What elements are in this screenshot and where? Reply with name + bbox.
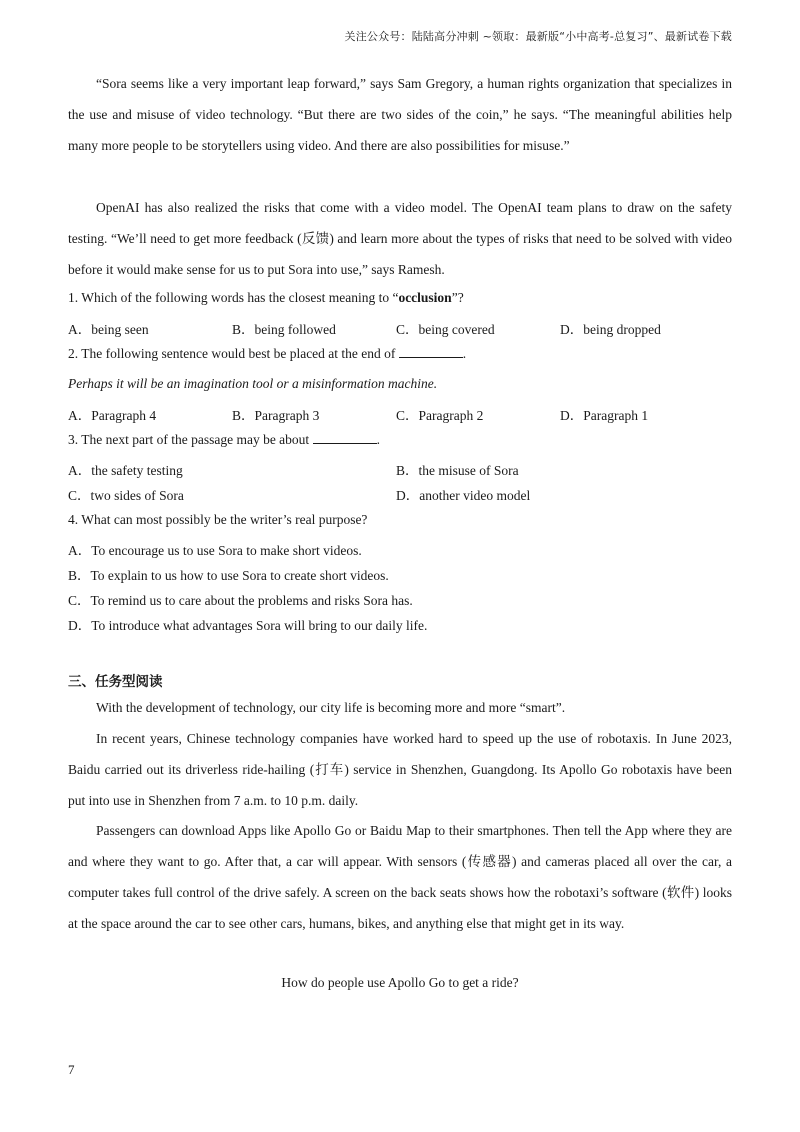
question-2-stem [68,345,466,362]
paragraph-robotaxis: In recent years, Chinese technology companies have worked hard to speed up the use of robotaxis. In June 2023, Baidu carried out its driverless ride-hailing (打车) service in Shenzhen, Guangdong. Its Apollo Go robotaxis have been put into use in Shenzhen from 7 a.m. to 10 p.m. daily. [68,731,732,808]
question-4-option-a[interactable]: A．To encourage us to use Sora to make short videos. [68,543,362,558]
question-3-option-d[interactable]: D．another video model [396,488,531,503]
question-2-sentence: Perhaps it will be an imagination tool or a misinformation machine. [68,376,438,391]
paragraph-sora-gregory: “Sora seems like a very important leap forward,” says Sam Gregory, a human rights organization that specializes in the use and misuse of video technology. “But there are two sides of the coin,” he says. “The meaningful abilities help many more people to be storytellers using video. And there are also possibilities for misuse.” [68,76,732,153]
question-3-stem [68,431,380,448]
paragraph-smart-city: With the development of technology, our city life is becoming more and more “smart”. [96,700,566,715]
question-1-option-c[interactable]: C．being covered [396,322,495,337]
question-4-option-d[interactable]: D．To introduce what advantages Sora will bring to our daily life. [68,618,428,633]
question-1-option-d[interactable]: D．being dropped [560,322,661,337]
question-1-keyword: occlusion [398,290,452,305]
question-1-text: 1. Which of the following words has the closest meaning to “ [68,290,399,305]
question-2-option-a[interactable]: A．Paragraph 4 [68,408,157,423]
answer-blank [399,345,463,358]
header-note: 关注公众号：陆陆高分冲刺 ~领取：最新版“小中高考-总复习”、最新试卷下载 [344,30,732,43]
question-3-option-c[interactable]: C．two sides of Sora [68,488,184,503]
question-3-option-b[interactable]: B．the misuse of Sora [396,463,519,478]
question-1-option-b[interactable]: B．being followed [232,322,336,337]
paragraph-openai-risks: OpenAI has also realized the risks that come with a video model. The OpenAI team plans to draw on the safety testing. “We’ll need to get more feedback (反馈) and learn more about the types of risks that need to be solved with video before it would make sense for us to put Sora into use,” says Ramesh. [68,200,732,277]
question-3-text: 3. The next part of the passage may be about [68,432,313,447]
answer-blank [313,431,377,444]
page-number: 7 [68,1062,75,1077]
question-2-option-c[interactable]: C．Paragraph 2 [396,408,484,423]
question-4-option-b[interactable]: B．To explain to us how to use Sora to create short videos. [68,568,389,583]
section-title: 三、任务型阅读 [68,674,163,690]
question-4-stem: 4. What can most possibly be the writer’s real purpose? [68,512,368,527]
paragraph-passengers: Passengers can download Apps like Apollo Go or Baidu Map to their smartphones. Then tell the App where they are and where they want to go. After that, a car will appear. With sensors (传感器) and cameras placed all over the car, a computer takes full control of the drive safely. A screen on the back seats shows how the robotaxi’s software (软件) looks at the space around the car to see other cars, humans, bikes, and anything else that might get in its way. [68,823,732,931]
question-4-option-c[interactable]: C．To remind us to care about the problems and risks Sora has. [68,593,413,608]
question-2-end: . [462,346,467,361]
table-title: How do people use Apollo Go to get a ride? [281,975,519,990]
question-2-text: 2. The following sentence would best be placed at the end of [68,346,399,361]
question-3-option-a[interactable]: A．the safety testing [68,463,183,478]
question-3-end: . [376,432,380,447]
question-1-end: ”? [451,290,464,305]
question-1-option-a[interactable]: A．being seen [68,322,149,337]
question-1-stem [68,290,464,306]
question-2-option-b[interactable]: B．Paragraph 3 [232,408,320,423]
question-2-option-d[interactable]: D．Paragraph 1 [560,408,649,423]
